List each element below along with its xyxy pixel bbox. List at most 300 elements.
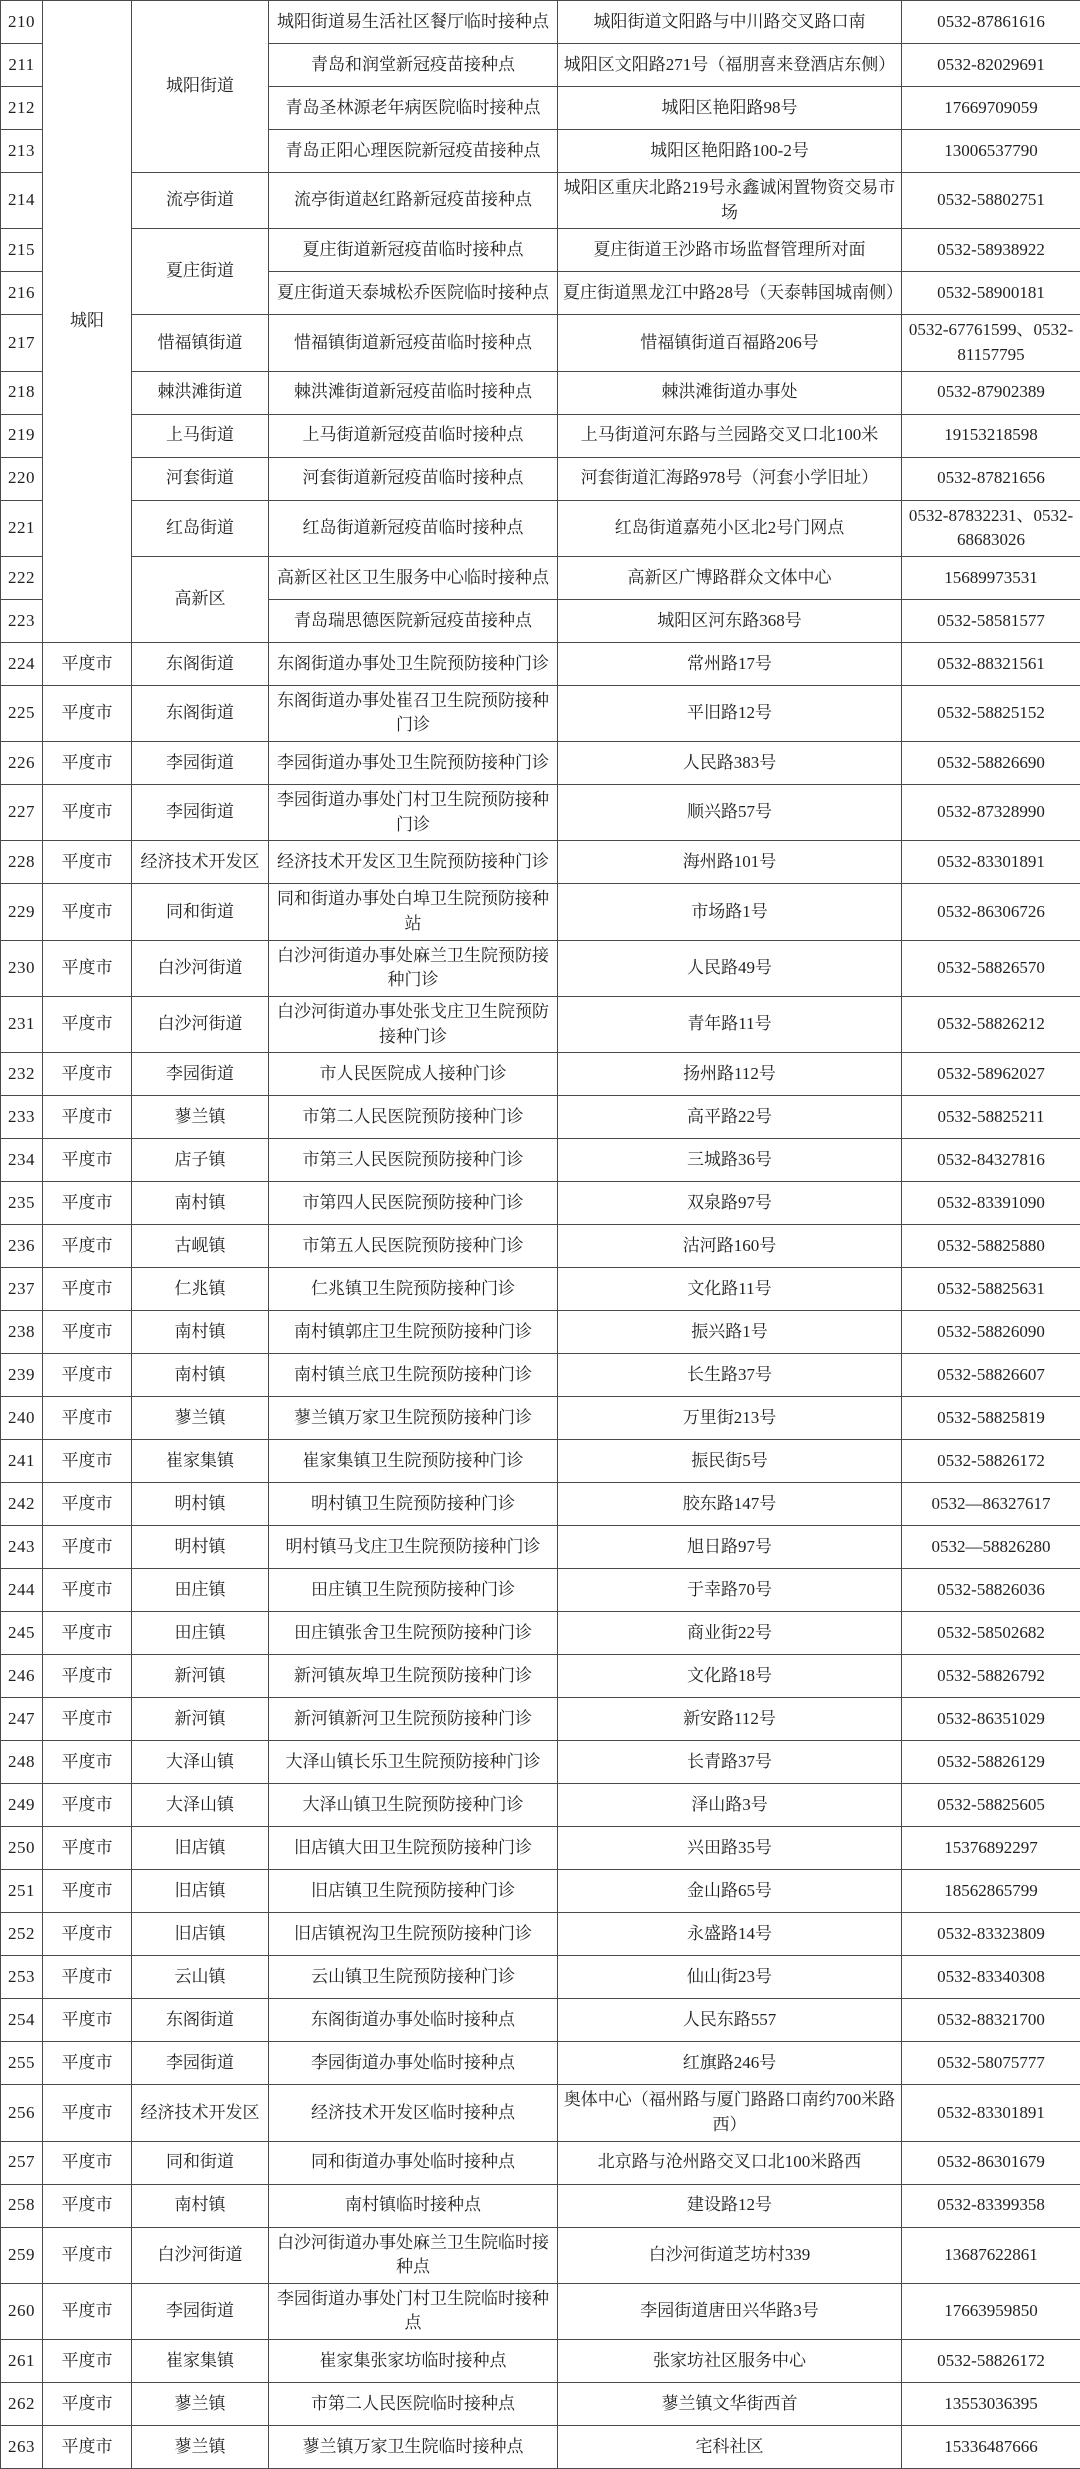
table-row [1,1612,1080,1655]
street-cell: 旧店镇 [132,1913,269,1956]
table-row [1,556,1080,599]
row-number-cell: 243 [1,1526,43,1569]
table-row [1,2227,1080,2283]
street-cell: 南村镇 [132,2184,269,2227]
address-cell: 蓼兰镇文华街西首 [558,2383,902,2426]
district-cell: 平度市 [43,1698,132,1741]
table-row [1,315,1080,371]
street-cell: 棘洪滩街道 [132,371,269,414]
row-number-cell: 244 [1,1569,43,1612]
district-cell: 平度市 [43,2085,132,2141]
district-cell: 平度市 [43,1397,132,1440]
address-cell: 高新区广博路群众文体中心 [558,556,902,599]
phone-cell: 0532-86301679 [902,2141,1080,2184]
table-row [1,500,1080,556]
district-cell: 平度市 [43,1741,132,1784]
site-name-cell: 南村镇郭庄卫生院预防接种门诊 [269,1311,558,1354]
row-number-cell: 213 [1,130,43,173]
phone-cell: 13553036395 [902,2383,1080,2426]
row-number-cell: 224 [1,642,43,685]
phone-cell: 0532-58826212 [902,996,1080,1052]
site-name-cell: 流亭街道赵红路新冠疫苗接种点 [269,173,558,229]
phone-cell: 0532-83301891 [902,841,1080,884]
row-number-cell: 222 [1,556,43,599]
phone-cell: 0532-58826172 [902,1440,1080,1483]
address-cell: 棘洪滩街道办事处 [558,371,902,414]
site-name-cell: 明村镇马戈庄卫生院预防接种门诊 [269,1526,558,1569]
row-number-cell: 248 [1,1741,43,1784]
phone-cell: 0532-83301891 [902,2085,1080,2141]
phone-cell: 0532-58938922 [902,229,1080,272]
site-name-cell: 蓼兰镇万家卫生院临时接种点 [269,2426,558,2469]
table-row [1,1268,1080,1311]
address-cell: 奥体中心（福州路与厦门路路口南约700米路西） [558,2085,902,2141]
phone-cell: 17669709059 [902,87,1080,130]
row-number-cell: 239 [1,1354,43,1397]
street-cell: 大泽山镇 [132,1741,269,1784]
street-cell: 崔家集镇 [132,1440,269,1483]
district-cell: 平度市 [43,685,132,741]
site-name-cell: 市第五人民医院预防接种门诊 [269,1225,558,1268]
table-row [1,371,1080,414]
table-row [1,1225,1080,1268]
phone-cell: 0532-58826090 [902,1311,1080,1354]
table-row [1,1741,1080,1784]
address-cell: 人民路383号 [558,742,902,785]
site-name-cell: 青岛正阳心理医院新冠疫苗接种点 [269,130,558,173]
address-cell: 城阳街道文阳路与中川路交叉路口南 [558,1,902,44]
address-cell: 城阳区重庆北路219号永鑫诚闲置物资交易市场 [558,173,902,229]
street-cell: 经济技术开发区 [132,841,269,884]
street-cell: 大泽山镇 [132,1784,269,1827]
phone-cell: 0532-88321561 [902,642,1080,685]
table-row [1,2085,1080,2141]
phone-cell: 18562865799 [902,1870,1080,1913]
district-cell: 平度市 [43,1569,132,1612]
district-cell: 平度市 [43,2184,132,2227]
district-cell: 平度市 [43,1440,132,1483]
district-cell: 平度市 [43,2141,132,2184]
row-number-cell: 217 [1,315,43,371]
street-cell: 明村镇 [132,1526,269,1569]
street-cell: 云山镇 [132,1956,269,1999]
row-number-cell: 246 [1,1655,43,1698]
site-name-cell: 青岛和润堂新冠疫苗接种点 [269,44,558,87]
phone-cell: 15376892297 [902,1827,1080,1870]
row-number-cell: 252 [1,1913,43,1956]
site-name-cell: 崔家集镇卫生院预防接种门诊 [269,1440,558,1483]
site-name-cell: 夏庄街道天泰城松乔医院临时接种点 [269,272,558,315]
street-cell: 红岛街道 [132,500,269,556]
table-row [1,1999,1080,2042]
address-cell: 长生路37号 [558,1354,902,1397]
phone-cell: 0532-87821656 [902,457,1080,500]
table-row [1,996,1080,1052]
row-number-cell: 230 [1,940,43,996]
row-number-cell: 257 [1,2141,43,2184]
phone-cell: 0532-58900181 [902,272,1080,315]
address-cell: 建设路12号 [558,2184,902,2227]
street-cell: 田庄镇 [132,1612,269,1655]
address-cell: 长青路37号 [558,1741,902,1784]
site-name-cell: 明村镇卫生院预防接种门诊 [269,1483,558,1526]
table-row [1,2340,1080,2383]
row-number-cell: 220 [1,457,43,500]
address-cell: 夏庄街道黑龙江中路28号（天泰韩国城南侧） [558,272,902,315]
site-name-cell: 青岛圣林源老年病医院临时接种点 [269,87,558,130]
row-number-cell: 261 [1,2340,43,2383]
row-number-cell: 256 [1,2085,43,2141]
row-number-cell: 250 [1,1827,43,1870]
district-cell: 平度市 [43,2383,132,2426]
address-cell: 红旗路246号 [558,2042,902,2085]
row-number-cell: 232 [1,1053,43,1096]
site-name-cell: 李园街道办事处门村卫生院临时接种点 [269,2283,558,2339]
site-name-cell: 大泽山镇长乐卫生院预防接种门诊 [269,1741,558,1784]
table-row [1,742,1080,785]
site-name-cell: 白沙河街道办事处麻兰卫生院临时接种点 [269,2227,558,2283]
table-row [1,1354,1080,1397]
phone-cell: 0532-86306726 [902,884,1080,940]
street-cell: 明村镇 [132,1483,269,1526]
district-cell: 平度市 [43,1096,132,1139]
table-row [1,1483,1080,1526]
street-cell: 东阁街道 [132,685,269,741]
site-name-cell: 李园街道办事处门村卫生院预防接种门诊 [269,785,558,841]
row-number-cell: 255 [1,2042,43,2085]
phone-cell: 15336487666 [902,2426,1080,2469]
street-cell: 东阁街道 [132,1999,269,2042]
phone-cell: 0532-83399358 [902,2184,1080,2227]
site-name-cell: 市第三人民医院预防接种门诊 [269,1139,558,1182]
row-number-cell: 229 [1,884,43,940]
row-number-cell: 218 [1,371,43,414]
address-cell: 北京路与沧州路交叉口北100米路西 [558,2141,902,2184]
district-cell: 平度市 [43,1913,132,1956]
phone-cell: 15689973531 [902,556,1080,599]
district-cell: 平度市 [43,1182,132,1225]
row-number-cell: 247 [1,1698,43,1741]
address-cell: 万里街213号 [558,1397,902,1440]
table-row [1,785,1080,841]
street-cell: 高新区 [132,556,269,642]
address-cell: 扬州路112号 [558,1053,902,1096]
row-number-cell: 227 [1,785,43,841]
address-cell: 于幸路70号 [558,1569,902,1612]
street-cell: 蓼兰镇 [132,1397,269,1440]
site-name-cell: 蓼兰镇万家卫生院预防接种门诊 [269,1397,558,1440]
address-cell: 平旧路12号 [558,685,902,741]
table-row [1,414,1080,457]
address-cell: 振民街5号 [558,1440,902,1483]
site-name-cell: 同和街道办事处白埠卫生院预防接种站 [269,884,558,940]
site-name-cell: 大泽山镇卫生院预防接种门诊 [269,1784,558,1827]
street-cell: 河套街道 [132,457,269,500]
table-row [1,1440,1080,1483]
phone-cell: 0532-83323809 [902,1913,1080,1956]
row-number-cell: 211 [1,44,43,87]
site-name-cell: 上马街道新冠疫苗临时接种点 [269,414,558,457]
site-name-cell: 南村镇临时接种点 [269,2184,558,2227]
site-name-cell: 惜福镇街道新冠疫苗临时接种点 [269,315,558,371]
site-name-cell: 市第四人民医院预防接种门诊 [269,1182,558,1225]
district-cell: 平度市 [43,1311,132,1354]
row-number-cell: 212 [1,87,43,130]
phone-cell: 0532-58962027 [902,1053,1080,1096]
row-number-cell: 233 [1,1096,43,1139]
row-number-cell: 254 [1,1999,43,2042]
row-number-cell: 240 [1,1397,43,1440]
address-cell: 人民东路557 [558,1999,902,2042]
phone-cell: 0532-58581577 [902,599,1080,642]
table-row [1,685,1080,741]
row-number-cell: 253 [1,1956,43,1999]
street-cell: 南村镇 [132,1311,269,1354]
phone-cell: 13006537790 [902,130,1080,173]
address-cell: 城阳区文阳路271号（福朋喜来登酒店东侧） [558,44,902,87]
site-name-cell: 李园街道办事处临时接种点 [269,2042,558,2085]
phone-cell: 0532-58826129 [902,1741,1080,1784]
row-number-cell: 245 [1,1612,43,1655]
site-name-cell: 新河镇灰埠卫生院预防接种门诊 [269,1655,558,1698]
site-name-cell: 河套街道新冠疫苗临时接种点 [269,457,558,500]
street-cell: 旧店镇 [132,1827,269,1870]
table-row [1,642,1080,685]
row-number-cell: 251 [1,1870,43,1913]
site-name-cell: 市第二人民医院临时接种点 [269,2383,558,2426]
site-name-cell: 高新区社区卫生服务中心临时接种点 [269,556,558,599]
phone-cell: 0532-58825819 [902,1397,1080,1440]
table-row [1,1053,1080,1096]
district-cell: 平度市 [43,1053,132,1096]
table-row [1,1698,1080,1741]
site-name-cell: 田庄镇卫生院预防接种门诊 [269,1569,558,1612]
street-cell: 李园街道 [132,1053,269,1096]
street-cell: 店子镇 [132,1139,269,1182]
row-number-cell: 236 [1,1225,43,1268]
address-cell: 红岛街道嘉苑小区北2号门网点 [558,500,902,556]
table-body [1,1,1080,2469]
district-cell: 平度市 [43,1225,132,1268]
phone-cell: 19153218598 [902,414,1080,457]
site-name-cell: 新河镇新河卫生院预防接种门诊 [269,1698,558,1741]
district-cell: 平度市 [43,2283,132,2339]
site-name-cell: 仁兆镇卫生院预防接种门诊 [269,1268,558,1311]
table-row [1,1913,1080,1956]
address-cell: 城阳区河东路368号 [558,599,902,642]
row-number-cell: 225 [1,685,43,741]
street-cell: 经济技术开发区 [132,2085,269,2141]
district-cell: 平度市 [43,841,132,884]
street-cell: 东阁街道 [132,642,269,685]
row-number-cell: 235 [1,1182,43,1225]
table-row [1,457,1080,500]
row-number-cell: 219 [1,414,43,457]
address-cell: 文化路11号 [558,1268,902,1311]
row-number-cell: 210 [1,1,43,44]
district-cell: 平度市 [43,996,132,1052]
table-row [1,1096,1080,1139]
row-number-cell: 226 [1,742,43,785]
district-cell: 平度市 [43,1655,132,1698]
phone-cell: 0532-58825211 [902,1096,1080,1139]
row-number-cell: 262 [1,2383,43,2426]
table-row [1,2426,1080,2469]
phone-cell: 0532-84327816 [902,1139,1080,1182]
district-cell: 平度市 [43,2340,132,2383]
district-cell: 平度市 [43,1999,132,2042]
site-name-cell: 夏庄街道新冠疫苗临时接种点 [269,229,558,272]
address-cell: 城阳区艳阳路98号 [558,87,902,130]
site-name-cell: 旧店镇大田卫生院预防接种门诊 [269,1827,558,1870]
phone-cell: 0532-82029691 [902,44,1080,87]
district-cell: 平度市 [43,1784,132,1827]
row-number-cell: 223 [1,599,43,642]
street-cell: 田庄镇 [132,1569,269,1612]
street-cell: 古岘镇 [132,1225,269,1268]
address-cell: 旭日路97号 [558,1526,902,1569]
district-cell: 平度市 [43,1870,132,1913]
table-row [1,1870,1080,1913]
street-cell: 白沙河街道 [132,940,269,996]
table-row [1,884,1080,940]
street-cell: 蓼兰镇 [132,2383,269,2426]
table-row [1,1139,1080,1182]
address-cell: 宅科社区 [558,2426,902,2469]
address-cell: 夏庄街道王沙路市场监督管理所对面 [558,229,902,272]
street-cell: 新河镇 [132,1698,269,1741]
district-cell: 平度市 [43,1483,132,1526]
district-cell: 平度市 [43,1354,132,1397]
table-row [1,841,1080,884]
street-cell: 旧店镇 [132,1870,269,1913]
phone-cell: 0532—58826280 [902,1526,1080,1569]
row-number-cell: 249 [1,1784,43,1827]
district-cell: 平度市 [43,1956,132,1999]
row-number-cell: 215 [1,229,43,272]
phone-cell: 0532-88321700 [902,1999,1080,2042]
street-cell: 白沙河街道 [132,996,269,1052]
row-number-cell: 263 [1,2426,43,2469]
row-number-cell: 238 [1,1311,43,1354]
table-row [1,1569,1080,1612]
table-row [1,1182,1080,1225]
district-cell: 平度市 [43,1268,132,1311]
street-cell: 李园街道 [132,2042,269,2085]
table-row [1,1784,1080,1827]
address-cell: 人民路49号 [558,940,902,996]
site-name-cell: 经济技术开发区卫生院预防接种门诊 [269,841,558,884]
phone-cell: 13687622861 [902,2227,1080,2283]
row-number-cell: 260 [1,2283,43,2339]
table-row [1,2042,1080,2085]
phone-cell: 0532-58075777 [902,2042,1080,2085]
address-cell: 三城路36号 [558,1139,902,1182]
site-name-cell: 田庄镇张舍卫生院预防接种门诊 [269,1612,558,1655]
address-cell: 上马街道河东路与兰园路交叉口北100米 [558,414,902,457]
address-cell: 高平路22号 [558,1096,902,1139]
phone-cell: 0532-83391090 [902,1182,1080,1225]
table-row [1,1526,1080,1569]
street-cell: 同和街道 [132,2141,269,2184]
table-row [1,2141,1080,2184]
address-cell: 沽河路160号 [558,1225,902,1268]
phone-cell: 0532-67761599、0532-81157795 [902,315,1080,371]
address-cell: 张家坊社区服务中心 [558,2340,902,2383]
phone-cell: 0532-58826607 [902,1354,1080,1397]
address-cell: 白沙河街道芝坊村339 [558,2227,902,2283]
address-cell: 泽山路3号 [558,1784,902,1827]
site-name-cell: 旧店镇祝沟卫生院预防接种门诊 [269,1913,558,1956]
street-cell: 崔家集镇 [132,2340,269,2383]
table-row [1,2184,1080,2227]
address-cell: 李园街道唐田兴华路3号 [558,2283,902,2339]
row-number-cell: 258 [1,2184,43,2227]
street-cell: 蓼兰镇 [132,2426,269,2469]
street-cell: 城阳街道 [132,1,269,173]
row-number-cell: 216 [1,272,43,315]
table-row [1,1,1080,44]
phone-cell: 0532-58826570 [902,940,1080,996]
row-number-cell: 241 [1,1440,43,1483]
address-cell: 永盛路14号 [558,1913,902,1956]
site-name-cell: 南村镇兰底卫生院预防接种门诊 [269,1354,558,1397]
table-row [1,1827,1080,1870]
phone-cell: 0532-87832231、0532-68683026 [902,500,1080,556]
site-name-cell: 崔家集张家坊临时接种点 [269,2340,558,2383]
district-cell: 平度市 [43,884,132,940]
street-cell: 白沙河街道 [132,2227,269,2283]
phone-cell: 0532-58825631 [902,1268,1080,1311]
row-number-cell: 242 [1,1483,43,1526]
phone-cell: 0532-87861616 [902,1,1080,44]
street-cell: 南村镇 [132,1354,269,1397]
phone-cell: 17663959850 [902,2283,1080,2339]
district-cell: 平度市 [43,2042,132,2085]
district-cell: 平度市 [43,785,132,841]
table-row [1,2283,1080,2339]
street-cell: 李园街道 [132,2283,269,2339]
site-name-cell: 市第二人民医院预防接种门诊 [269,1096,558,1139]
address-cell: 新安路112号 [558,1698,902,1741]
site-name-cell: 白沙河街道办事处麻兰卫生院预防接种门诊 [269,940,558,996]
site-name-cell: 红岛街道新冠疫苗临时接种点 [269,500,558,556]
district-cell: 平度市 [43,2227,132,2283]
district-cell: 平度市 [43,1827,132,1870]
site-name-cell: 棘洪滩街道新冠疫苗临时接种点 [269,371,558,414]
table-row [1,1397,1080,1440]
site-name-cell: 青岛瑞思德医院新冠疫苗接种点 [269,599,558,642]
street-cell: 同和街道 [132,884,269,940]
site-name-cell: 李园街道办事处卫生院预防接种门诊 [269,742,558,785]
row-number-cell: 237 [1,1268,43,1311]
district-cell: 平度市 [43,1612,132,1655]
district-cell: 平度市 [43,742,132,785]
street-cell: 仁兆镇 [132,1268,269,1311]
site-name-cell: 经济技术开发区临时接种点 [269,2085,558,2141]
address-cell: 兴田路35号 [558,1827,902,1870]
table-row [1,1956,1080,1999]
site-name-cell: 旧店镇卫生院预防接种门诊 [269,1870,558,1913]
street-cell: 流亭街道 [132,173,269,229]
site-name-cell: 同和街道办事处临时接种点 [269,2141,558,2184]
row-number-cell: 231 [1,996,43,1052]
address-cell: 市场路1号 [558,884,902,940]
address-cell: 城阳区艳阳路100-2号 [558,130,902,173]
phone-cell: 0532-58825880 [902,1225,1080,1268]
district-cell: 城阳 [43,1,132,643]
phone-cell: 0532-83340308 [902,1956,1080,1999]
